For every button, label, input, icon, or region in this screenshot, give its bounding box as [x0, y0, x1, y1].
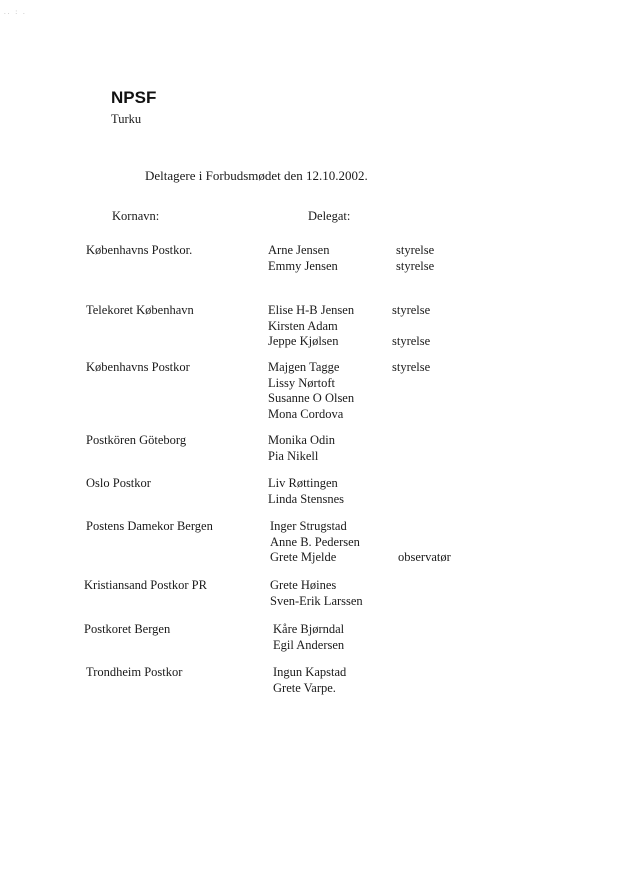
choir-column-header: Kornavn:	[112, 209, 160, 223]
document-subtitle: Turku	[111, 112, 142, 126]
delegate-name: Kirsten Adam	[268, 318, 338, 333]
delegate-name: Majgen Tagge	[268, 360, 340, 374]
delegate-name: Grete Varpe.	[273, 680, 336, 695]
delegate-role: styrelse	[392, 303, 431, 317]
choir-name: Oslo Postkor	[86, 476, 151, 490]
delegate-name: Elise H-B Jensen	[268, 303, 355, 317]
delegate-name: Grete Høines	[270, 578, 337, 592]
delegate-name: Lissy Nørtoft	[268, 375, 336, 390]
document-title: NPSF	[111, 88, 157, 107]
delegate-name: Emmy Jensen	[268, 258, 338, 273]
delegate-name: Monika Odin	[268, 433, 336, 447]
choir-name: Københavns Postkor	[86, 360, 190, 374]
delegate-role: styrelse	[392, 334, 431, 348]
choir-name: Kristiansand Postkor PR	[84, 578, 207, 592]
choir-name: Postens Damekor Bergen	[86, 519, 213, 533]
choir-name: Postkoret Bergen	[84, 622, 171, 636]
choir-name: Telekoret København	[86, 303, 194, 317]
choir-name: Trondheim Postkor	[86, 665, 183, 679]
delegate-role: observatør	[398, 550, 451, 564]
delegate-role: styrelse	[392, 360, 431, 374]
delegate-role: styrelse	[396, 243, 435, 257]
meeting-heading: Deltagere i Forbudsmødet den 12.10.2002.	[145, 168, 368, 183]
delegate-name: Linda Stensnes	[268, 491, 345, 506]
delegate-name: Mona Cordova	[268, 406, 344, 421]
scan-artifact: .. : .	[4, 8, 27, 16]
delegate-name: Kåre Bjørndal	[273, 622, 345, 636]
delegate-name: Inger Strugstad	[270, 519, 347, 533]
delegate-name: Arne Jensen	[268, 243, 330, 257]
delegate-name: Ingun Kapstad	[273, 665, 347, 679]
delegate-column-header: Delegat:	[308, 209, 351, 223]
delegate-name: Pia Nikell	[268, 448, 319, 463]
choir-name: Postkören Göteborg	[86, 433, 187, 447]
delegate-role: styrelse	[396, 258, 435, 273]
delegate-name: Anne B. Pedersen	[270, 534, 360, 549]
delegate-name: Liv Røttingen	[268, 476, 338, 490]
delegate-name: Egil Andersen	[273, 637, 345, 652]
delegate-name: Grete Mjelde	[270, 550, 337, 564]
delegate-name: Susanne O Olsen	[268, 391, 355, 405]
choir-name: Københavns Postkor.	[86, 243, 193, 257]
delegate-name: Sven-Erik Larssen	[270, 593, 363, 608]
delegate-name: Jeppe Kjølsen	[268, 334, 339, 348]
